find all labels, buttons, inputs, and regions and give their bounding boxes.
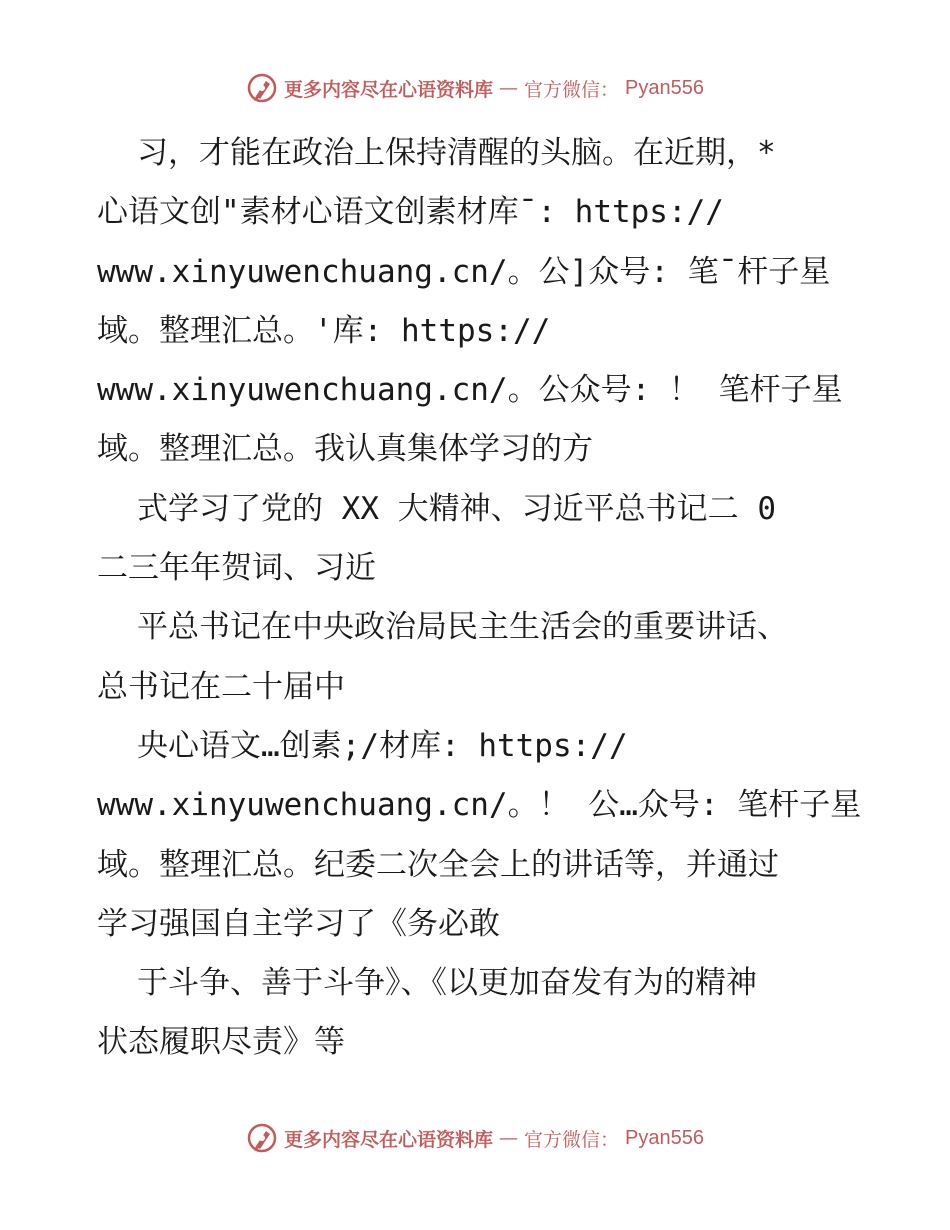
footer-contact-id: Pyan556 [625, 1126, 704, 1149]
body-line: 总书记在二十届中 [97, 668, 345, 705]
footer-contact-label: 官方微信： [524, 1128, 620, 1151]
body-line: www.xinyuwenchuang.cn/。公]众号: 笔¯杆子星 [97, 253, 831, 290]
header-banner [0, 72, 950, 104]
body-line: 域。整理汇总。'库: https:// [97, 312, 551, 349]
header-promo-text: 更多内容尽在心语资料库 [284, 78, 494, 101]
body-line: 于斗争、善于斗争》、《以更加奋发有为的精神 [137, 965, 757, 1002]
body-line: 心语文创"素材心语文创素材库¯: https:// [97, 194, 724, 231]
body-line: 央心语文…创素;/材库: https:// [137, 727, 628, 764]
body-line: 域。整理汇总。纪委二次全会上的讲话等，并通过 [97, 846, 779, 883]
body-line: 域。整理汇总。我认真集体学习的方 [97, 431, 593, 468]
header-contact-label: 官方微信： [524, 78, 620, 101]
body-line: 式学习了党的 XX 大精神、习近平总书记二 0 [137, 490, 776, 527]
pen-logo-icon [246, 1122, 278, 1154]
body-line: 状态履职尽责》等 [97, 1024, 345, 1061]
body-line: 习，才能在政治上保持清醒的头脑。在近期，* [137, 135, 776, 171]
body-line: 平总书记在中央政治局民主生活会的重要讲话、 [137, 609, 788, 646]
footer-banner [0, 1122, 950, 1154]
body-line: www.xinyuwenchuang.cn/。！ 公…众号: 笔杆子星 [97, 787, 862, 824]
body-line: 学习强国自主学习了《务必敢 [97, 905, 500, 942]
footer-promo-text: 更多内容尽在心语资料库 [284, 1128, 494, 1151]
footer-separator: — [499, 1127, 519, 1149]
header-contact-id: Pyan556 [625, 76, 704, 99]
body-line: 二三年年贺词、习近 [97, 550, 376, 587]
body-line: www.xinyuwenchuang.cn/。公众号: ！ 笔杆子星 [97, 372, 843, 409]
pen-logo-icon [246, 72, 278, 104]
document-body [97, 124, 862, 1073]
header-separator: — [499, 77, 519, 99]
